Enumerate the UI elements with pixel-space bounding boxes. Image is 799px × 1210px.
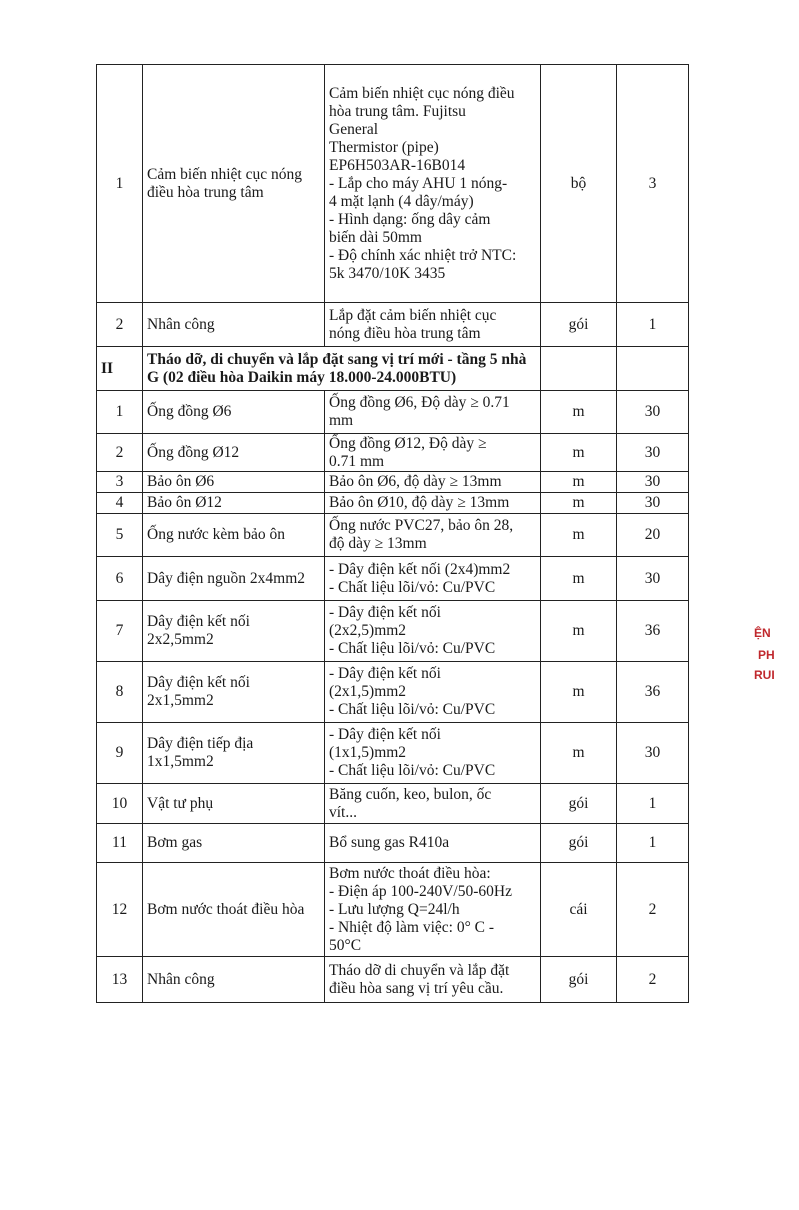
item-description	[325, 391, 541, 434]
section-number	[97, 347, 143, 391]
description-line: điều hòa sang vị trí yêu cầu.	[329, 979, 504, 997]
row-number-text: 11	[112, 834, 127, 851]
description-line: - Chất liệu lõi/vỏ: Cu/PVC	[329, 762, 496, 779]
item-description	[325, 434, 541, 472]
item-name	[143, 662, 325, 723]
table-row	[97, 303, 689, 347]
description-line: - Nhiệt độ làm việc: 0° C -	[329, 918, 495, 936]
stamp-text-3: RUI	[754, 668, 775, 682]
description-line: vít...	[329, 803, 357, 821]
item-unit	[541, 303, 617, 347]
item-unit-text: gói	[568, 834, 589, 851]
item-unit-text: m	[572, 622, 585, 639]
description-line: Cảm biến nhiệt cục nóng điều	[329, 84, 515, 102]
item-quantity-text: 1	[648, 315, 657, 333]
row-number	[97, 391, 143, 434]
description-line: (2x2,5)mm2	[329, 622, 407, 639]
item-quantity-text: 30	[644, 744, 661, 761]
description-line: độ dày ≥ 13mm	[329, 535, 427, 552]
table-row	[97, 601, 689, 662]
table-row	[97, 472, 689, 493]
row-number	[97, 723, 143, 784]
item-description	[325, 662, 541, 723]
item-quantity-text: 30	[644, 473, 661, 490]
row-number	[97, 472, 143, 493]
description-line: Ống đồng Ø6, Độ dày ≥ 0.71	[329, 394, 510, 411]
row-number-text: 2	[115, 315, 124, 333]
item-name-text: Nhân công	[147, 315, 215, 333]
item-unit-text: gói	[568, 794, 589, 812]
item-unit-text: m	[572, 683, 585, 700]
description-line: Băng cuốn, keo, bulon, ốc	[329, 785, 492, 803]
table-row	[97, 784, 689, 824]
item-description	[325, 65, 541, 303]
item-quantity	[617, 784, 689, 824]
description-line: nóng điều hòa trung tâm	[329, 324, 481, 342]
item-unit	[541, 391, 617, 434]
item-name	[143, 863, 325, 957]
item-quantity	[617, 601, 689, 662]
row-number-text: 2	[115, 443, 124, 461]
row-number	[97, 957, 143, 1003]
row-number-text: 1	[115, 174, 124, 192]
description-line: biến dài 50mm	[329, 228, 422, 246]
item-name-text: Cảm biến nhiệt cục nóng điều hòa trung tâm	[147, 165, 302, 201]
section-title	[143, 347, 541, 391]
item-quantity	[617, 514, 689, 557]
description-line: - Lắp cho máy AHU 1 nóng-	[329, 174, 508, 192]
description-line: - Chất liệu lõi/vỏ: Cu/PVC	[329, 640, 496, 657]
row-number-text: 7	[115, 622, 124, 639]
description-line: 50°C	[329, 936, 362, 954]
description-line: - Dây điện kết nối (2x4)mm2	[329, 560, 511, 578]
item-quantity-text: 30	[644, 494, 661, 511]
stamp-text-2: PH	[758, 648, 775, 662]
table-row	[97, 434, 689, 472]
item-unit-text: cái	[569, 900, 588, 918]
row-number-text: 4	[115, 494, 124, 511]
item-name-text: Bảo ôn Ø6	[147, 473, 215, 490]
item-quantity	[617, 662, 689, 723]
item-description	[325, 824, 541, 863]
section-qty-empty	[617, 347, 689, 391]
row-number	[97, 514, 143, 557]
description-line: - Dây điện kết nối	[329, 604, 441, 621]
item-unit	[541, 824, 617, 863]
item-description	[325, 472, 541, 493]
item-quantity-text: 30	[644, 403, 661, 420]
description-line: Thermistor (pipe)	[329, 138, 439, 156]
table-row	[97, 957, 689, 1003]
item-unit	[541, 784, 617, 824]
item-name-text: Bảo ôn Ø12	[147, 494, 222, 511]
table-row	[97, 557, 689, 601]
item-unit	[541, 863, 617, 957]
row-number-text: 1	[115, 403, 124, 420]
item-unit-text: m	[572, 403, 585, 420]
item-unit	[541, 434, 617, 472]
description-line: hòa trung tâm. Fujitsu	[329, 102, 466, 120]
item-name-text: Dây điện kết nối 2x2,5mm2	[147, 613, 250, 648]
item-name	[143, 557, 325, 601]
description-line: Bảo ôn Ø10, độ dày ≥ 13mm	[329, 494, 510, 511]
item-quantity-text: 20	[644, 526, 661, 543]
item-description	[325, 957, 541, 1003]
row-number	[97, 601, 143, 662]
row-number-text: 13	[111, 970, 128, 988]
row-number	[97, 557, 143, 601]
section-unit-empty	[541, 347, 617, 391]
table-row	[97, 493, 689, 514]
item-description	[325, 557, 541, 601]
row-number	[97, 863, 143, 957]
item-unit-text: m	[572, 473, 585, 490]
description-line: (2x1,5)mm2	[329, 683, 407, 700]
table-row	[97, 391, 689, 434]
description-line: General	[329, 120, 379, 138]
item-quantity	[617, 824, 689, 863]
item-unit-text: m	[572, 569, 585, 587]
row-number-text: 10	[111, 794, 128, 812]
description-line: Ống nước PVC27, bảo ôn 28,	[329, 517, 514, 534]
item-quantity-text: 1	[648, 794, 657, 812]
item-name-text: Nhân công	[147, 970, 215, 988]
item-quantity-text: 36	[644, 622, 661, 639]
description-line: - Lưu lượng Q=24l/h	[329, 900, 460, 918]
row-number	[97, 493, 143, 514]
item-name-text: Dây điện nguồn 2x4mm2	[147, 569, 305, 587]
description-line: - Điện áp 100-240V/50-60Hz	[329, 882, 512, 900]
item-unit	[541, 472, 617, 493]
item-quantity	[617, 65, 689, 303]
item-name	[143, 472, 325, 493]
item-name	[143, 723, 325, 784]
table-row	[97, 723, 689, 784]
description-line: Bổ sung gas R410a	[329, 834, 450, 851]
red-stamp	[750, 576, 799, 746]
item-quantity	[617, 493, 689, 514]
item-quantity	[617, 391, 689, 434]
item-unit	[541, 601, 617, 662]
description-line: mm	[329, 412, 354, 429]
description-line: 0.71 mm	[329, 452, 385, 470]
item-name	[143, 65, 325, 303]
item-quantity-text: 30	[644, 443, 661, 461]
item-description	[325, 514, 541, 557]
item-unit-text: gói	[568, 970, 589, 988]
item-description	[325, 493, 541, 514]
item-name-text: Ống nước kèm bảo ôn	[147, 526, 285, 543]
row-number-text: 12	[111, 900, 128, 918]
description-line: 5k 3470/10K 3435	[329, 264, 446, 282]
item-description	[325, 723, 541, 784]
item-name	[143, 957, 325, 1003]
table-row	[97, 824, 689, 863]
item-quantity	[617, 557, 689, 601]
description-line: - Độ chính xác nhiệt trở NTC:	[329, 246, 517, 264]
item-unit	[541, 957, 617, 1003]
description-line: - Chất liệu lõi/vỏ: Cu/PVC	[329, 578, 496, 596]
item-unit-text: bộ	[570, 174, 587, 192]
section-number-text: II	[101, 359, 114, 377]
table-row	[97, 65, 689, 303]
item-unit	[541, 723, 617, 784]
item-name-text: Bơm nước thoát điều hòa	[147, 900, 305, 918]
item-name	[143, 303, 325, 347]
section-header-row	[97, 347, 689, 391]
item-quantity	[617, 434, 689, 472]
item-description	[325, 784, 541, 824]
item-unit	[541, 493, 617, 514]
row-number-text: 5	[115, 526, 124, 543]
item-name	[143, 824, 325, 863]
description-line: Bơm nước thoát điều hòa:	[329, 864, 491, 882]
row-number	[97, 662, 143, 723]
table-row	[97, 863, 689, 957]
item-name-text: Bơm gas	[147, 834, 203, 851]
description-line: Tháo dỡ di chuyển và lắp đặt	[329, 961, 510, 979]
row-number	[97, 65, 143, 303]
row-number	[97, 303, 143, 347]
item-description	[325, 601, 541, 662]
item-name-text: Dây điện kết nối 2x1,5mm2	[147, 674, 250, 709]
item-quantity-text: 36	[644, 683, 661, 700]
description-line: Bảo ôn Ø6, độ dày ≥ 13mm	[329, 473, 502, 490]
item-quantity-text: 1	[648, 834, 657, 851]
description-line: (1x1,5)mm2	[329, 744, 407, 761]
item-description	[325, 863, 541, 957]
description-line: - Dây điện kết nối	[329, 726, 441, 743]
item-unit-text: m	[572, 443, 585, 461]
row-number	[97, 824, 143, 863]
row-number	[97, 434, 143, 472]
description-line: - Hình dạng: ống dây cảm	[329, 210, 491, 228]
item-name	[143, 434, 325, 472]
item-name	[143, 784, 325, 824]
description-line: EP6H503AR-16B014	[329, 156, 466, 174]
description-line: - Chất liệu lõi/vỏ: Cu/PVC	[329, 701, 496, 718]
item-quantity	[617, 957, 689, 1003]
row-number	[97, 784, 143, 824]
item-quantity-text: 2	[648, 970, 657, 988]
item-name-text: Vật tư phụ	[147, 794, 214, 812]
table-row	[97, 514, 689, 557]
description-line: Ống đồng Ø12, Độ dày ≥	[329, 434, 487, 452]
item-unit	[541, 557, 617, 601]
description-line: - Dây điện kết nối	[329, 665, 441, 682]
item-unit-text: m	[572, 494, 585, 511]
table-row	[97, 662, 689, 723]
item-unit	[541, 65, 617, 303]
item-quantity	[617, 472, 689, 493]
item-name-text: Dây điện tiếp địa 1x1,5mm2	[147, 735, 254, 770]
item-quantity-text: 2	[648, 900, 657, 918]
item-name-text: Ống đồng Ø6	[147, 403, 232, 420]
row-number-text: 8	[115, 683, 124, 700]
item-name	[143, 391, 325, 434]
row-number-text: 6	[115, 569, 124, 587]
item-quantity-text: 30	[644, 569, 661, 587]
item-unit	[541, 662, 617, 723]
item-unit-text: gói	[568, 315, 589, 333]
item-name	[143, 514, 325, 557]
item-unit	[541, 514, 617, 557]
item-name	[143, 493, 325, 514]
row-number-text: 9	[115, 744, 124, 761]
item-quantity	[617, 723, 689, 784]
item-quantity-text: 3	[648, 174, 657, 192]
item-name-text: Ống đồng Ø12	[147, 443, 240, 461]
row-number-text: 3	[115, 473, 124, 490]
materials-table	[96, 64, 689, 1003]
item-quantity	[617, 303, 689, 347]
item-description	[325, 303, 541, 347]
section-title-text: Tháo dỡ, di chuyển và lắp đặt sang vị trí mới - tầng 5 nhà G (02 điều hòa Daikin máy 18.000-24.000BTU)	[147, 350, 527, 386]
item-quantity	[617, 863, 689, 957]
item-unit-text: m	[572, 526, 585, 543]
item-unit-text: m	[572, 744, 585, 761]
stamp-text-1: ỆN	[754, 626, 771, 640]
description-line: 4 mặt lạnh (4 dây/máy)	[329, 192, 474, 210]
description-line: Lắp đặt cảm biến nhiệt cục	[329, 306, 497, 324]
item-name	[143, 601, 325, 662]
